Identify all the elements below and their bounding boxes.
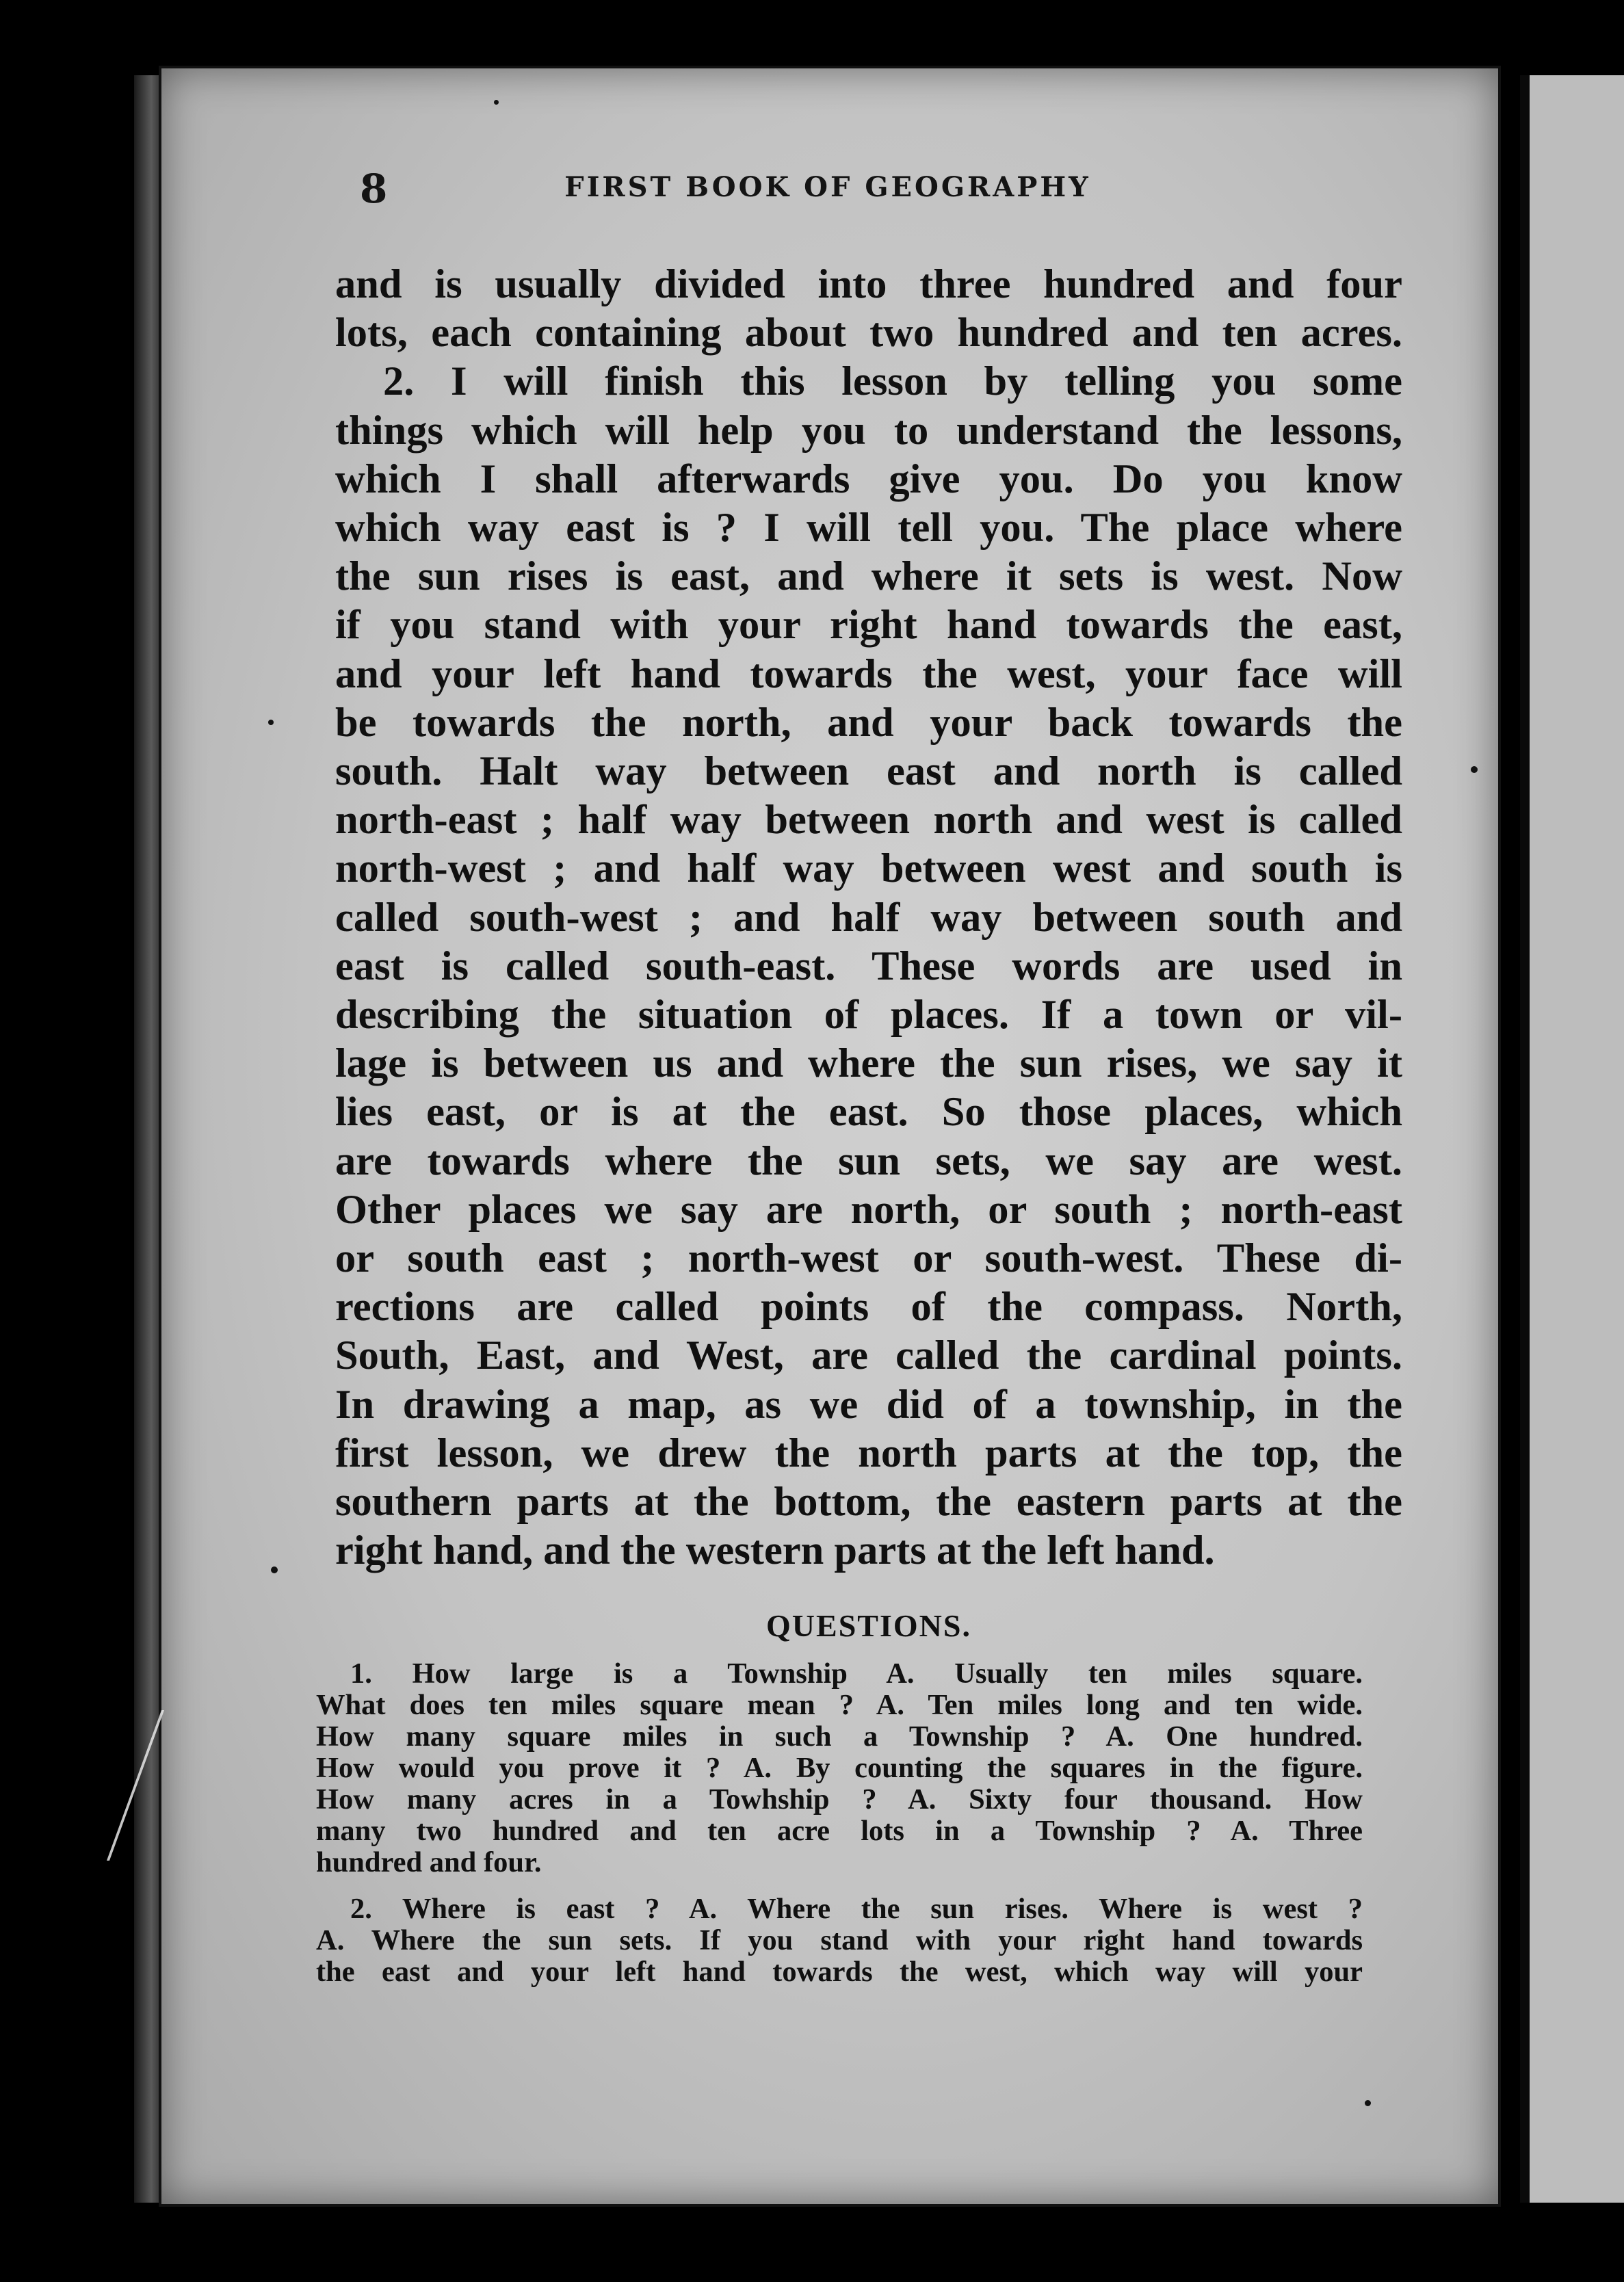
question-line: How would you prove it ? A. By counting the squares in the figure. xyxy=(316,1752,1363,1784)
question-line: How many square miles in such a Township ? A. One hundred. xyxy=(316,1720,1363,1753)
ink-speck xyxy=(268,720,274,725)
body-line: Other places we say are north, or south ; north-east xyxy=(335,1186,1402,1233)
question-line: How many acres in a Towhship ? A. Sixty four thousand. How xyxy=(316,1783,1363,1815)
body-line: east is called south-east. These words are used in xyxy=(335,943,1402,989)
body-line: southern parts at the bottom, the eastern parts at the xyxy=(335,1479,1402,1525)
ink-speck xyxy=(1471,766,1478,773)
body-line: or south east ; north-west or south-west. These di- xyxy=(335,1235,1402,1282)
question-line: 2. Where is east ? A. Where the sun rises. Where is west ? xyxy=(350,1893,1363,1925)
body-line: lage is between us and where the sun rises, we say it xyxy=(335,1040,1402,1087)
body-line: right hand, and the western parts at the left hand. xyxy=(335,1527,1215,1574)
body-line: which way east is ? I will tell you. The place where xyxy=(335,505,1402,551)
body-line: called south-west ; and half way between south and xyxy=(335,894,1402,941)
questions-heading: QUESTIONS. xyxy=(766,1608,971,1643)
question-line: the east and your left hand towards the west, which way will your xyxy=(316,1956,1363,1988)
body-line: north-east ; half way between north and west is called xyxy=(335,797,1402,843)
questions-block xyxy=(316,1658,1363,1988)
question-gap xyxy=(316,1878,1363,1893)
question-line: many two hundred and ten acre lots in a Township ? A. Three xyxy=(316,1815,1363,1847)
question-line: 1. How large is a Township A. Usually ten miles square. xyxy=(350,1657,1363,1690)
facing-page-edge xyxy=(1520,75,1624,2203)
question-line: What does ten miles square mean ? A. Ten miles long and ten wide. xyxy=(316,1689,1363,1721)
body-line: In drawing a map, as we did of a township, in the xyxy=(335,1381,1402,1428)
body-line: and is usually divided into three hundred and four xyxy=(335,261,1402,307)
body-line: South, East, and West, are called the cardinal points. xyxy=(335,1333,1402,1379)
body-line: which I shall afterwards give you. Do you know xyxy=(335,456,1402,502)
page-number: 8 xyxy=(360,166,388,212)
body-line: north-west ; and half way between west and south is xyxy=(335,845,1402,892)
ink-speck xyxy=(271,1566,278,1573)
body-line: lies east, or is at the east. So those places, which xyxy=(335,1089,1402,1136)
body-line: south. Halt way between east and north is called xyxy=(335,748,1402,795)
body-line: things which will help you to understand the lessons, xyxy=(335,407,1402,454)
body-line: are towards where the sun sets, we say are west. xyxy=(335,1138,1402,1184)
running-head: FIRST BOOK OF GEOGRAPHY xyxy=(564,171,1091,203)
body-line: if you stand with your right hand towards the east, xyxy=(335,602,1402,648)
lesson-body-text xyxy=(335,260,1402,1575)
ink-speck xyxy=(494,100,499,105)
ink-speck xyxy=(1365,2100,1371,2106)
body-line: rections are called points of the compass. North, xyxy=(335,1284,1402,1330)
question-line: A. Where the sun sets. If you stand with your right hand towards xyxy=(316,1924,1363,1956)
body-line: be towards the north, and your back towards the xyxy=(335,699,1402,746)
body-line: describing the situation of places. If a town or vil- xyxy=(335,992,1402,1038)
body-line: 2. I will finish this lesson by telling you some xyxy=(383,358,1402,405)
body-line: lots, each containing about two hundred and ten acres. xyxy=(335,310,1402,356)
body-line: first lesson, we drew the north parts at the top, the xyxy=(335,1430,1402,1476)
body-line: the sun rises is east, and where it sets is west. Now xyxy=(335,553,1402,600)
body-line: and your left hand towards the west, your face will xyxy=(335,651,1402,697)
question-line: hundred and four. xyxy=(316,1846,542,1878)
